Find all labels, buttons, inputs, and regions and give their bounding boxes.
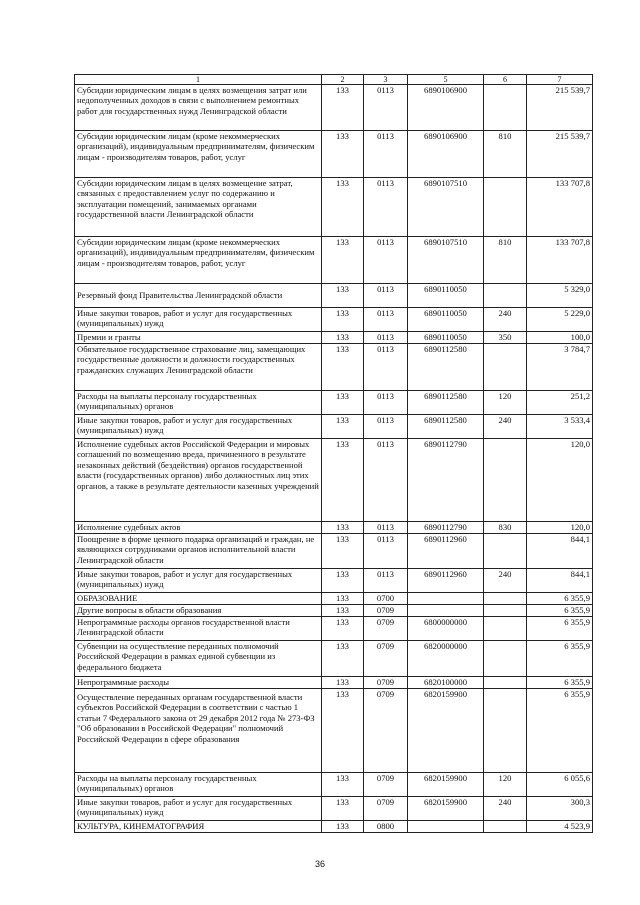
row-name: Резервный фонд Правительства Ленинградской области xyxy=(75,284,322,308)
row-code-3: 0800 xyxy=(364,821,408,833)
table-row xyxy=(75,85,593,131)
row-code-2: 133 xyxy=(322,797,364,821)
row-code-3: 0113 xyxy=(364,569,408,593)
row-code-3: 0113 xyxy=(364,415,408,439)
row-name: Исполнение судебных актов Российской Федерации и мировых соглашений по возмещению вреда, причиненного в результате незаконных действий (бездействия) органов государственной власти (государственных органов) либо должностных лиц этих органов, а также в результате деятельности казенных учреждений xyxy=(75,439,322,522)
row-amount: 3 784,7 xyxy=(527,344,593,391)
row-code-5: 6820159900 xyxy=(408,773,484,797)
row-code-3: 0113 xyxy=(364,439,408,522)
row-code-6: 240 xyxy=(484,797,527,821)
row-code-6: 350 xyxy=(484,332,527,344)
row-name: Расходы на выплаты персоналу государственных (муниципальных) органов xyxy=(75,391,322,415)
row-code-5: 6890112580 xyxy=(408,391,484,415)
row-code-2: 133 xyxy=(322,605,364,617)
row-amount: 844,1 xyxy=(527,569,593,593)
row-code-3: 0113 xyxy=(364,284,408,308)
row-code-6 xyxy=(484,641,527,677)
row-name: Премии и гранты xyxy=(75,332,322,344)
row-code-6: 240 xyxy=(484,415,527,439)
row-code-6: 240 xyxy=(484,308,527,332)
row-code-2: 133 xyxy=(322,569,364,593)
row-code-2: 133 xyxy=(322,344,364,391)
row-name: Другие вопросы в области образования xyxy=(75,605,322,617)
table-row xyxy=(75,415,593,439)
row-amount: 6 055,6 xyxy=(527,773,593,797)
table-row xyxy=(75,689,593,773)
row-code-3: 0113 xyxy=(364,308,408,332)
row-name: Иные закупки товаров, работ и услуг для государственных (муниципальных) нужд xyxy=(75,569,322,593)
row-code-5: 6890112580 xyxy=(408,415,484,439)
row-name: Иные закупки товаров, работ и услуг для государственных (муниципальных) нужд xyxy=(75,797,322,821)
row-code-6 xyxy=(484,677,527,689)
column-header-5: 5 xyxy=(408,75,484,85)
row-name: Иные закупки товаров, работ и услуг для государственных (муниципальных) нужд xyxy=(75,308,322,332)
row-name: Непрограммные расходы xyxy=(75,677,322,689)
row-code-6: 810 xyxy=(484,131,527,178)
page-number: 36 xyxy=(314,859,325,869)
row-name: ОБРАЗОВАНИЕ xyxy=(75,593,322,605)
row-code-2: 133 xyxy=(322,178,364,237)
row-code-6 xyxy=(484,821,527,833)
row-code-2: 133 xyxy=(322,641,364,677)
table-row xyxy=(75,605,593,617)
row-code-6 xyxy=(484,439,527,522)
row-code-2: 133 xyxy=(322,415,364,439)
row-amount: 3 533,4 xyxy=(527,415,593,439)
table-header-row xyxy=(75,75,593,85)
row-amount: 4 523,9 xyxy=(527,821,593,833)
row-amount: 5 329,0 xyxy=(527,284,593,308)
row-name: Осуществление переданных органам государственной власти субъектов Российской Федерации в соответствии с частью 1 статьи 7 Федерального закона от 29 декабря 2012 года № 273-ФЗ "Об образовании в Российской Федерации" полномочий Российской Федерации в сфере образования xyxy=(75,689,322,773)
row-amount: 215 539,7 xyxy=(527,85,593,131)
row-code-6: 240 xyxy=(484,569,527,593)
row-code-5: 6820000000 xyxy=(408,641,484,677)
row-code-5: 6890107510 xyxy=(408,178,484,237)
row-code-5: 6890106900 xyxy=(408,85,484,131)
row-amount: 6 355,9 xyxy=(527,677,593,689)
row-amount: 300,3 xyxy=(527,797,593,821)
row-code-6 xyxy=(484,344,527,391)
row-code-3: 0709 xyxy=(364,797,408,821)
row-name: Субвенции на осуществление переданных полномочий Российской Федерации в рамках единой субвенции из федерального бюджета xyxy=(75,641,322,677)
row-name: Иные закупки товаров, работ и услуг для государственных (муниципальных) нужд xyxy=(75,415,322,439)
row-code-5: 6820100000 xyxy=(408,677,484,689)
row-amount: 215 539,7 xyxy=(527,131,593,178)
row-code-6 xyxy=(484,617,527,641)
table-row xyxy=(75,593,593,605)
row-code-5: 6890106900 xyxy=(408,131,484,178)
table-row xyxy=(75,284,593,308)
row-amount: 251,2 xyxy=(527,391,593,415)
row-code-6 xyxy=(484,689,527,773)
row-code-2: 133 xyxy=(322,677,364,689)
row-code-5: 6890107510 xyxy=(408,237,484,284)
row-amount: 844,1 xyxy=(527,534,593,569)
row-code-3: 0113 xyxy=(364,391,408,415)
row-name: Непрограммные расходы органов государственной власти Ленинградской области xyxy=(75,617,322,641)
row-code-3: 0113 xyxy=(364,178,408,237)
table-row xyxy=(75,439,593,522)
row-code-2: 133 xyxy=(322,284,364,308)
row-amount: 100,0 xyxy=(527,332,593,344)
row-code-2: 133 xyxy=(322,332,364,344)
row-name: Субсидии юридическим лицам в целях возмещение затрат, связанных с предоставлением услуг по содержанию и эксплуатации помещений, занимаемых органами государственной власти Ленинградской области xyxy=(75,178,322,237)
row-code-5: 6890112790 xyxy=(408,522,484,534)
table-row xyxy=(75,332,593,344)
row-amount: 6 355,9 xyxy=(527,593,593,605)
row-name: Субсидии юридическим лицам в целях возмещения затрат или недополученных доходов в связи с выполнением ремонтных работ для государственных нужд Ленинградской области xyxy=(75,85,322,131)
table-row xyxy=(75,641,593,677)
row-code-2: 133 xyxy=(322,308,364,332)
row-code-5: 6890112580 xyxy=(408,344,484,391)
table-row xyxy=(75,821,593,833)
table-row xyxy=(75,522,593,534)
row-code-2: 133 xyxy=(322,522,364,534)
row-code-5 xyxy=(408,821,484,833)
row-code-3: 0113 xyxy=(364,332,408,344)
row-code-3: 0709 xyxy=(364,617,408,641)
table-row xyxy=(75,617,593,641)
table-row xyxy=(75,308,593,332)
row-code-2: 133 xyxy=(322,391,364,415)
row-code-6 xyxy=(484,284,527,308)
row-code-6 xyxy=(484,85,527,131)
table-row xyxy=(75,391,593,415)
row-code-3: 0113 xyxy=(364,522,408,534)
row-code-2: 133 xyxy=(322,237,364,284)
row-name: Расходы на выплаты персоналу государственных (муниципальных) органов xyxy=(75,773,322,797)
row-code-5: 6890112960 xyxy=(408,569,484,593)
row-amount: 133 707,8 xyxy=(527,237,593,284)
row-code-3: 0709 xyxy=(364,689,408,773)
table-row xyxy=(75,534,593,569)
row-code-5: 6820159900 xyxy=(408,689,484,773)
table-row xyxy=(75,773,593,797)
row-code-2: 133 xyxy=(322,439,364,522)
column-header-3: 3 xyxy=(364,75,408,85)
row-amount: 120,0 xyxy=(527,439,593,522)
row-code-2: 133 xyxy=(322,131,364,178)
row-code-5 xyxy=(408,605,484,617)
row-code-5: 6890112790 xyxy=(408,439,484,522)
row-code-5: 6890110050 xyxy=(408,284,484,308)
row-code-6 xyxy=(484,534,527,569)
row-amount: 120,0 xyxy=(527,522,593,534)
row-code-3: 0700 xyxy=(364,593,408,605)
row-code-2: 133 xyxy=(322,773,364,797)
row-code-2: 133 xyxy=(322,617,364,641)
table-row xyxy=(75,677,593,689)
row-code-6: 830 xyxy=(484,522,527,534)
row-code-3: 0113 xyxy=(364,344,408,391)
row-code-6: 120 xyxy=(484,391,527,415)
row-code-5: 6800000000 xyxy=(408,617,484,641)
row-amount: 6 355,9 xyxy=(527,689,593,773)
column-header-6: 6 xyxy=(484,75,527,85)
table-row xyxy=(75,569,593,593)
row-code-5: 6890110050 xyxy=(408,308,484,332)
table-row xyxy=(75,131,593,178)
row-code-6 xyxy=(484,593,527,605)
column-header-2: 2 xyxy=(322,75,364,85)
row-code-3: 0113 xyxy=(364,534,408,569)
row-code-2: 133 xyxy=(322,593,364,605)
row-code-2: 133 xyxy=(322,534,364,569)
row-code-5 xyxy=(408,593,484,605)
row-name: Исполнение судебных актов xyxy=(75,522,322,534)
row-name: Обязательное государственное страхование лиц, замещающих государственные должности и должности государственных гражданских служащих Ленинградской области xyxy=(75,344,322,391)
row-code-5: 6890112960 xyxy=(408,534,484,569)
row-code-5: 6890110050 xyxy=(408,332,484,344)
row-code-3: 0113 xyxy=(364,131,408,178)
row-code-6: 810 xyxy=(484,237,527,284)
row-amount: 5 229,0 xyxy=(527,308,593,332)
row-name: Субсидии юридическим лицам (кроме некоммерческих организаций), индивидуальным предпринимателям, физическим лицам - производителям товаров, работ, услуг xyxy=(75,131,322,178)
row-amount: 6 355,9 xyxy=(527,617,593,641)
row-code-5: 6820159900 xyxy=(408,797,484,821)
row-amount: 6 355,9 xyxy=(527,641,593,677)
row-code-3: 0709 xyxy=(364,677,408,689)
row-name: КУЛЬТУРА, КИНЕМАТОГРАФИЯ xyxy=(75,821,322,833)
row-name: Поощрение в форме ценного подарка организаций и граждан, не являющихся сотрудниками органов исполнительной власти Ленинградской области xyxy=(75,534,322,569)
table-row xyxy=(75,178,593,237)
row-code-6: 120 xyxy=(484,773,527,797)
row-name: Субсидии юридическим лицам (кроме некоммерческих организаций), индивидуальным предпринимателям, физическим лицам - производителям товаров, работ, услуг xyxy=(75,237,322,284)
row-code-6 xyxy=(484,605,527,617)
row-code-3: 0709 xyxy=(364,641,408,677)
column-header-7: 7 xyxy=(527,75,593,85)
table-row xyxy=(75,797,593,821)
row-code-2: 133 xyxy=(322,85,364,131)
row-code-6 xyxy=(484,178,527,237)
row-code-3: 0709 xyxy=(364,605,408,617)
row-amount: 6 355,9 xyxy=(527,605,593,617)
row-code-3: 0113 xyxy=(364,85,408,131)
row-code-2: 133 xyxy=(322,821,364,833)
table-row xyxy=(75,237,593,284)
row-code-3: 0709 xyxy=(364,773,408,797)
row-amount: 133 707,8 xyxy=(527,178,593,237)
column-header-1: 1 xyxy=(75,75,322,85)
budget-table xyxy=(74,74,593,833)
row-code-2: 133 xyxy=(322,689,364,773)
table-row xyxy=(75,344,593,391)
row-code-3: 0113 xyxy=(364,237,408,284)
